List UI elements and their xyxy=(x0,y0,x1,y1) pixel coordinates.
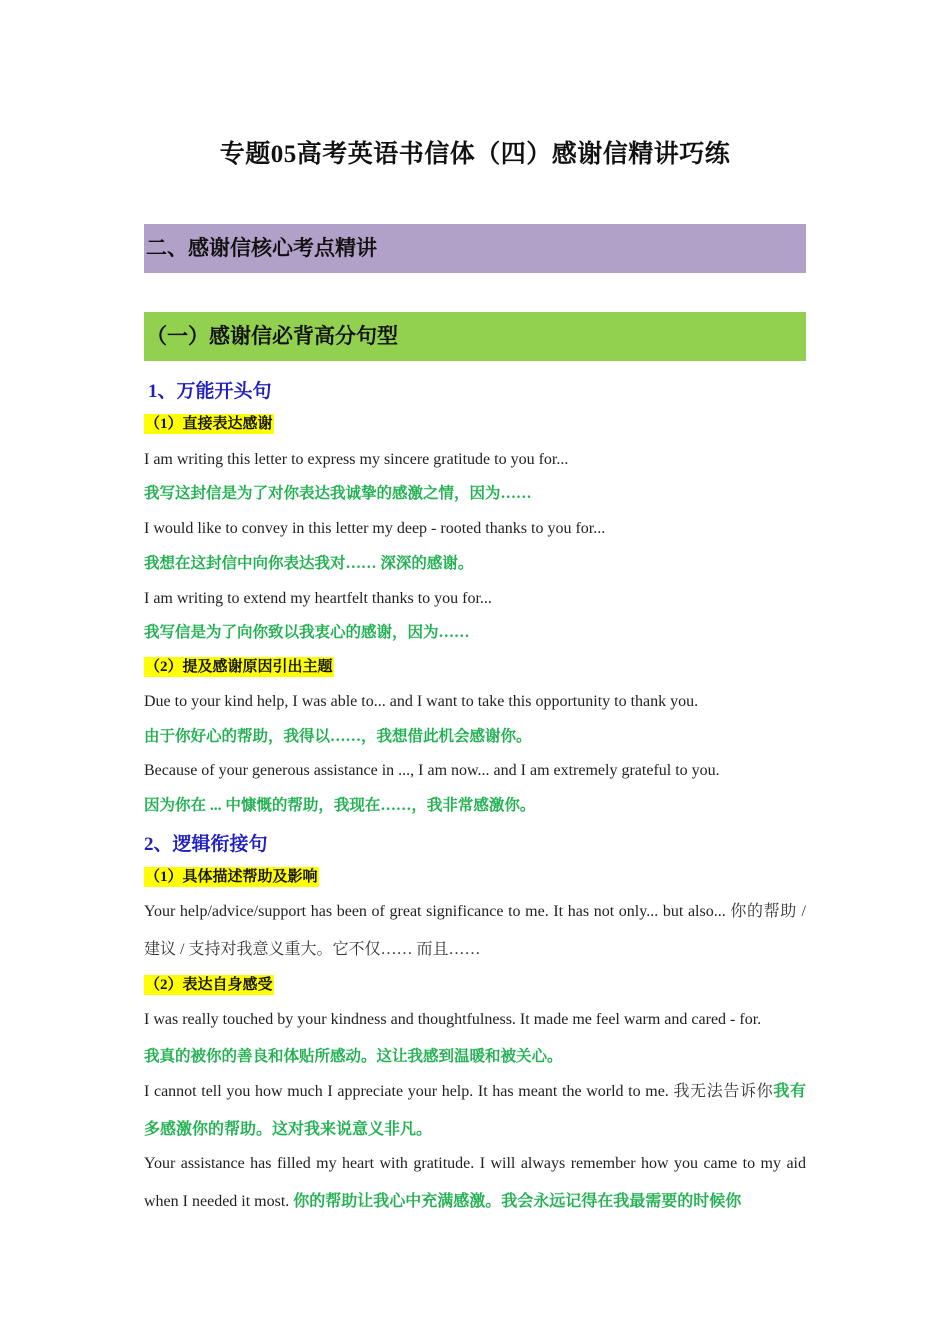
paragraph-cn-plain: 我无法告诉你 xyxy=(668,1083,774,1100)
sentence-cn: 我写信是为了向你致以我衷心的感谢，因为…… xyxy=(144,624,470,641)
sentence-cn: 因为你在 ... 中慷慨的帮助，我现在……，我非常感激你。 xyxy=(144,797,536,814)
part1-sub1-label: （1）直接表达感谢 xyxy=(145,416,273,432)
paragraph-gratitude xyxy=(144,1145,806,1221)
sentence-en: Because of your generous assistance in ..., I am now... and I am extremely grateful to you. xyxy=(144,762,720,779)
sentence-en: I am writing to extend my heartfelt thanks to you for... xyxy=(144,590,492,607)
sentence-cn: 我真的被你的善良和体贴所感动。这让我感到温暖和被关心。 xyxy=(144,1048,563,1065)
paragraph-en: I cannot tell you how much I appreciate your help. It has meant the world to me. xyxy=(144,1083,669,1100)
sentence-cn: 由于你好心的帮助，我得以……，我想借此机会感谢你。 xyxy=(144,728,532,745)
subsection-heading-band xyxy=(144,312,806,361)
document-title: 专题05高考英语书信体（四）感谢信精讲巧练 xyxy=(219,141,731,168)
sentence-en: I am writing this letter to express my sincere gratitude to you for... xyxy=(144,451,569,468)
paragraph-appreciation xyxy=(144,1073,806,1149)
paragraph-en: Your help/advice/support has been of great significance to me. It has not only... but also... xyxy=(144,903,726,920)
subsection-heading: （一）感谢信必背高分句型 xyxy=(146,324,398,348)
sentence-cn: 我写这封信是为了对你表达我诚挚的感激之情，因为…… xyxy=(144,485,532,502)
sentence-en: Due to your kind help, I was able to... and I want to take this opportunity to thank you. xyxy=(144,693,699,710)
sentence-cn: 我想在这封信中向你表达我对…… 深深的感谢。 xyxy=(144,555,474,572)
section-heading-band xyxy=(144,224,806,273)
part2-sub1-label: （1）具体描述帮助及影响 xyxy=(145,869,318,885)
paragraph-en: Your assistance has filled my heart with gratitude. I will always remember how you came to my aid when I needed it most. xyxy=(144,1155,806,1210)
part2-heading: 2、逻辑衔接句 xyxy=(144,834,268,855)
paragraph-cn-bold: 我有多感激你的帮助。这对我来说意义非凡。 xyxy=(144,1083,806,1138)
part1-sub2-label: （2）提及感谢原因引出主题 xyxy=(145,659,333,675)
paragraph-help-impact xyxy=(144,893,806,969)
paragraph-cn: 你的帮助让我心中充满感激。我会永远记得在我最需要的时候你 xyxy=(289,1193,742,1210)
sentence-en: I was really touched by your kindness and thoughtfulness. It made me feel warm and cared - for. xyxy=(144,1011,762,1028)
part1-heading: 1、万能开头句 xyxy=(148,381,272,402)
part2-sub2-label: （2）表达自身感受 xyxy=(145,977,273,993)
sentence-en: I would like to convey in this letter my deep - rooted thanks to you for... xyxy=(144,520,606,537)
section-heading: 二、感谢信核心考点精讲 xyxy=(146,236,377,260)
paragraph-cn: 你的帮助 / 建议 / 支持对我意义重大。它不仅…… 而且…… xyxy=(144,903,806,958)
